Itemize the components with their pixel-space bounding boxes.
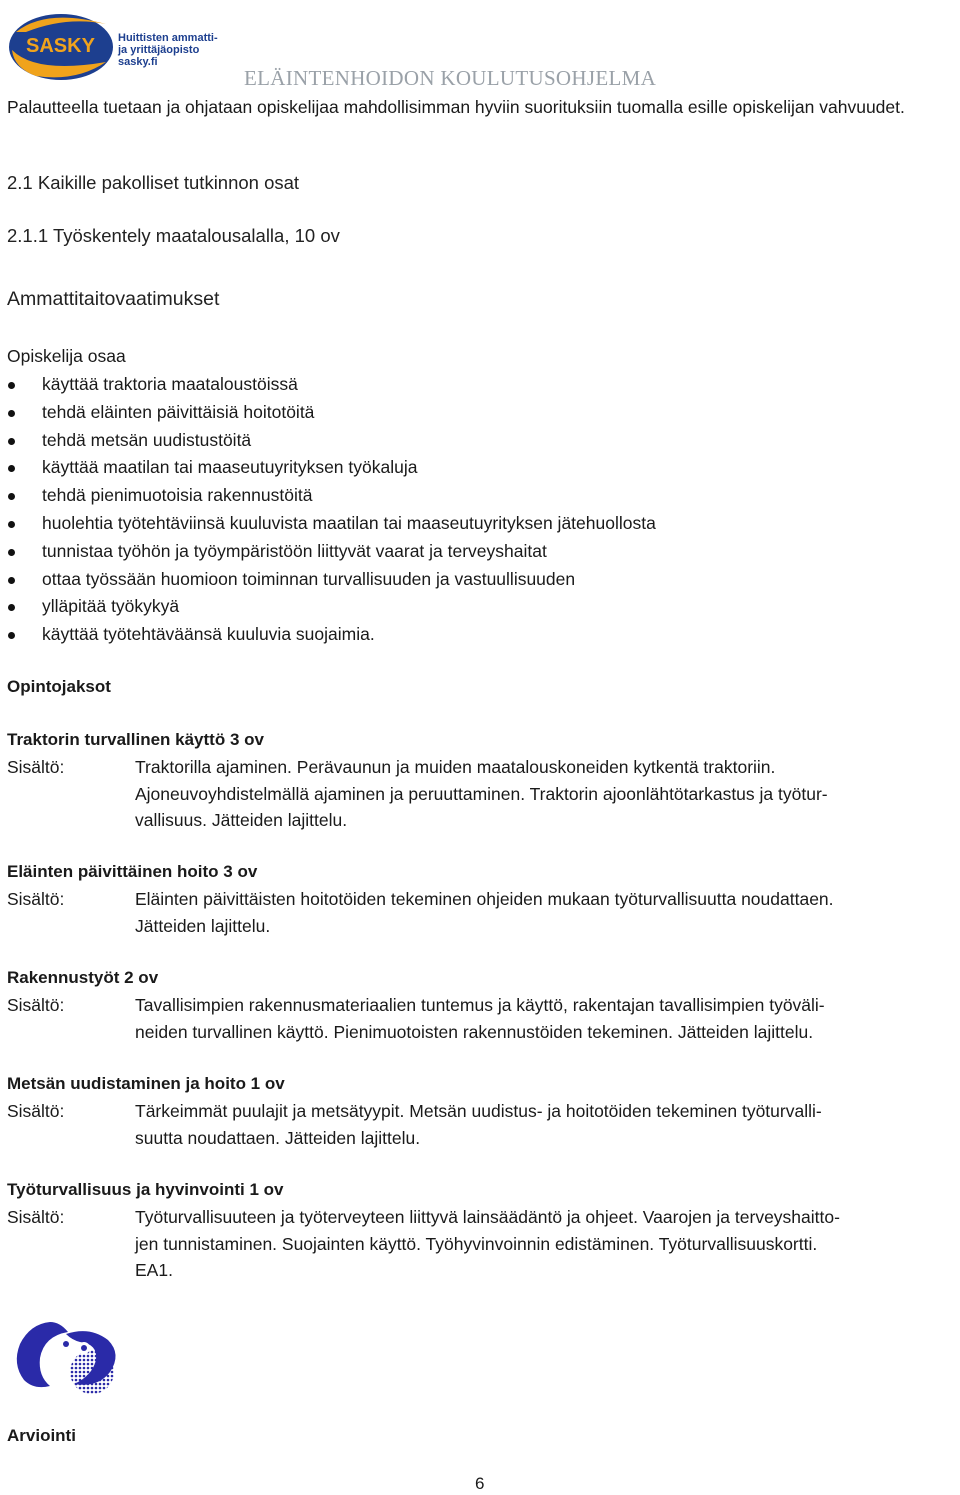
- list-item: [0, 482, 656, 510]
- requirements-list: [0, 371, 656, 649]
- program-title: ELÄINTENHOIDON KOULUTUSOHJELMA: [244, 66, 657, 90]
- bullet-icon: [8, 465, 15, 472]
- list-item-text: käyttää maatilan tai maaseutuyrityksen työkaluja: [42, 457, 418, 478]
- bullet-icon: [8, 438, 15, 445]
- logo-text: [118, 32, 218, 68]
- list-item-text: huolehtia työtehtäviinsä kuuluvista maatilan tai maaseutuyrityksen jätehuollosta: [42, 512, 656, 533]
- course-title: Eläinten päivittäinen hoito 3 ov: [7, 862, 258, 881]
- bullet-icon: [8, 521, 15, 528]
- requirements-heading: Ammattitaitovaatimukset: [7, 288, 220, 310]
- content-line: Jätteiden lajittelu.: [135, 915, 271, 936]
- course-title: Metsän uudistaminen ja hoito 1 ov: [7, 1074, 285, 1093]
- content-line: Työturvallisuuteen ja työterveyteen liittyvä lainsäädäntö ja ohjeet. Vaarojen ja terveyshaitto-: [135, 1207, 840, 1227]
- content-line: Tärkeimmät puulajit ja metsätyypit. Metsän uudistus- ja hoitotöiden tekeminen työturvalli-: [135, 1101, 822, 1121]
- content-label: Sisältö:: [7, 889, 65, 909]
- list-item-text: ylläpitää työkykyä: [42, 596, 180, 617]
- list-item-text: ottaa työssään huomioon toiminnan turvallisuuden ja vastuullisuuden: [42, 568, 576, 589]
- bullet-icon: [8, 604, 15, 611]
- content-line: Ajoneuvoyhdistelmällä ajaminen ja peruuttaminen. Traktorin ajoonlähtötarkastus ja työtur-: [135, 783, 828, 804]
- list-item-text: käyttää traktoria maataloustöissä: [42, 374, 298, 394]
- content-label: Sisältö:: [7, 1101, 65, 1121]
- list-item: [0, 538, 656, 566]
- content-line: vallisuus. Jätteiden lajittelu.: [135, 810, 348, 830]
- bullet-icon: [8, 493, 15, 500]
- assessment-heading: Arviointi: [7, 1426, 76, 1445]
- list-item-text: tunnistaa työhön ja työympäristöön liittyvät vaarat ja terveyshaitat: [42, 540, 547, 561]
- study-units-heading: Opintojaksot: [7, 677, 111, 696]
- logo-name: SASKY: [26, 35, 95, 57]
- list-item-text: käyttää työtehtäväänsä kuuluvia suojaimia.: [42, 624, 375, 645]
- course-title: Rakennustyöt 2 ov: [7, 968, 159, 987]
- page-number: 6: [475, 1474, 485, 1493]
- content-label: Sisältö:: [7, 757, 65, 777]
- course-content: [135, 886, 834, 939]
- list-item-text: tehdä pienimuotoisia rakennustöitä: [42, 485, 313, 506]
- list-item: [0, 621, 656, 649]
- emblem-logo: [10, 1314, 125, 1396]
- course-content: [135, 1204, 840, 1284]
- content-label: Sisältö:: [7, 995, 65, 1015]
- section-heading: 2.1 Kaikille pakolliset tutkinnon osat: [7, 172, 300, 193]
- list-item-text: tehdä eläinten päivittäisiä hoitotöitä: [42, 401, 315, 422]
- bullet-icon: [8, 410, 15, 417]
- content-line: Tavallisimpien rakennusmateriaalien tuntemus ja käyttö, rakentajan tavallisimpien työväli-: [135, 995, 825, 1015]
- course-content: [135, 754, 828, 834]
- content-line: Traktorilla ajaminen. Perävaunun ja muiden maatalouskoneiden kytkentä traktoriin.: [135, 757, 776, 777]
- logo-line-3: sasky.fi: [118, 56, 158, 68]
- bullet-icon: [8, 549, 15, 556]
- student-can-label: Opiskelija osaa: [7, 346, 126, 366]
- content-line: Eläinten päivittäisten hoitotöiden tekeminen ohjeiden mukaan työturvallisuutta noudattaen.: [135, 889, 834, 909]
- list-item: [0, 566, 656, 594]
- logo-line-2: ja yrittäjäopisto: [118, 44, 200, 56]
- course-title: Työturvallisuus ja hyvinvointi 1 ov: [7, 1180, 284, 1199]
- subsection-heading: 2.1.1 Työskentely maatalousalalla, 10 ov: [7, 225, 340, 246]
- list-item-text: tehdä metsän uudistustöitä: [42, 429, 252, 450]
- list-item: [0, 510, 656, 538]
- list-item: [0, 399, 656, 427]
- course-content: [135, 992, 825, 1045]
- course-content: [135, 1098, 822, 1151]
- content-line: jen tunnistaminen. Suojainten käyttö. Työhyvinvoinnin edistäminen. Työturvallisuuskortti.: [135, 1233, 818, 1254]
- course-title: Traktorin turvallinen käyttö 3 ov: [7, 730, 264, 749]
- content-line: neiden turvallinen käyttö. Pienimuotoisten rakennustöiden tekeminen. Jätteiden lajittelu.: [135, 1021, 814, 1042]
- bullet-icon: [8, 577, 15, 584]
- content-label: Sisältö:: [7, 1207, 65, 1227]
- list-item: [0, 593, 656, 621]
- content-line: EA1.: [135, 1260, 173, 1280]
- list-item: [0, 454, 656, 482]
- intro-paragraph: Palautteella tuetaan ja ohjataan opiskelijaa mahdollisimman hyviin suorituksiin tuomalla esille opiskelijan vahvuudet.: [7, 97, 905, 117]
- logo-line-1: Huittisten ammatti-: [118, 32, 218, 44]
- bullet-icon: [8, 382, 15, 389]
- list-item: [0, 427, 656, 455]
- list-item: [0, 371, 656, 399]
- sasky-logo: [6, 2, 116, 84]
- bullet-icon: [8, 632, 15, 639]
- content-line: suutta noudattaen. Jätteiden lajittelu.: [135, 1127, 421, 1148]
